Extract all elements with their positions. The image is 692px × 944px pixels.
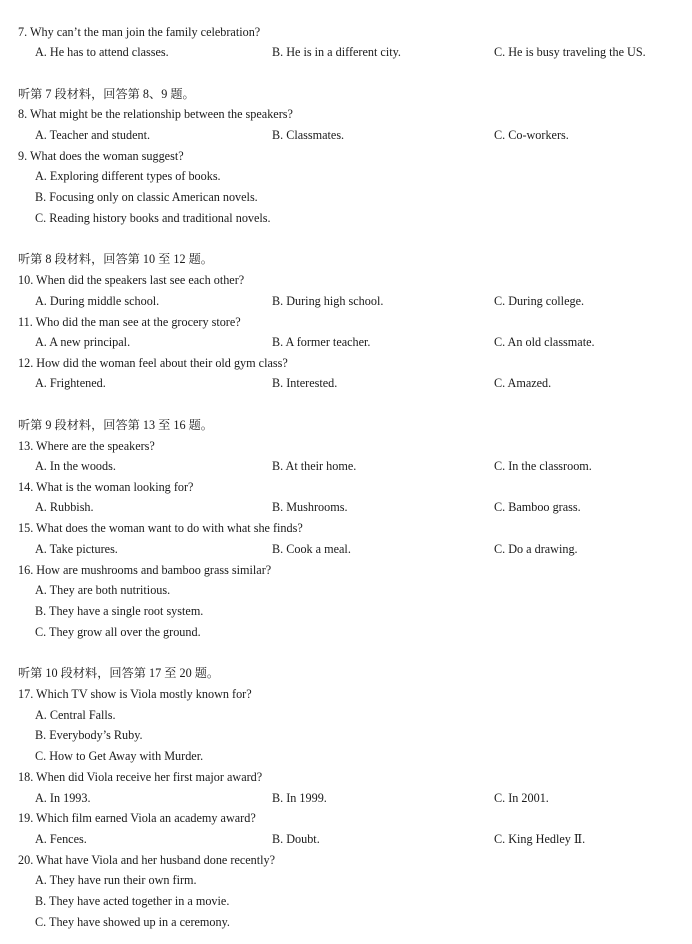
answer-option-a: A. During middle school. xyxy=(35,294,160,308)
answer-option-b: B. He is in a different city. xyxy=(272,45,401,59)
answer-option: A. They have run their own firm. xyxy=(35,873,197,887)
section-heading: 听第 8 段材料，回答第 10 至 12 题。 xyxy=(18,252,213,266)
answer-option-c: C. Bamboo grass. xyxy=(494,500,581,514)
question-text: 15. What does the woman want to do with what she finds? xyxy=(18,521,303,535)
answer-option: A. Central Falls. xyxy=(35,708,116,722)
question-text: 9. What does the woman suggest? xyxy=(18,149,184,163)
answer-option-b: B. At their home. xyxy=(272,459,357,473)
section-heading: 听第 9 段材料，回答第 13 至 16 题。 xyxy=(18,418,213,432)
question-text: 19. Which film earned Viola an academy award? xyxy=(18,811,256,825)
answer-option-c: C. An old classmate. xyxy=(494,335,595,349)
question-text: 7. Why can’t the man join the family celebration? xyxy=(18,25,261,39)
question-text: 10. When did the speakers last see each other? xyxy=(18,273,245,287)
answer-option-c: C. During college. xyxy=(494,294,585,308)
answer-option-a: A. Fences. xyxy=(35,832,87,846)
question-text: 17. Which TV show is Viola mostly known for? xyxy=(18,687,252,701)
answer-option: A. Exploring different types of books. xyxy=(35,169,221,183)
question-text: 20. What have Viola and her husband done recently? xyxy=(18,853,276,867)
answer-option-b: B. Mushrooms. xyxy=(272,500,348,514)
answer-option-a: A. In the woods. xyxy=(35,459,116,473)
question-text: 16. How are mushrooms and bamboo grass similar? xyxy=(18,563,272,577)
answer-option-c: C. Co-workers. xyxy=(494,128,569,142)
answer-option-c: C. King Hedley Ⅱ. xyxy=(494,832,586,846)
answer-option-b: B. Classmates. xyxy=(272,128,345,142)
answer-option-a: A. He has to attend classes. xyxy=(35,45,169,59)
question-text: 12. How did the woman feel about their old gym class? xyxy=(18,356,288,370)
answer-option-c: C. In the classroom. xyxy=(494,459,592,473)
answer-option-a: A. Frightened. xyxy=(35,376,106,390)
answer-option: C. They have showed up in a ceremony. xyxy=(35,915,230,929)
answer-option-b: B. Interested. xyxy=(272,376,338,390)
question-text: 13. Where are the speakers? xyxy=(18,439,155,453)
answer-option-c: C. Do a drawing. xyxy=(494,542,578,556)
answer-option-c: C. He is busy traveling the US. xyxy=(494,45,646,59)
answer-option: A. They are both nutritious. xyxy=(35,583,171,597)
answer-option-c: C. Amazed. xyxy=(494,376,552,390)
answer-option-b: B. Cook a meal. xyxy=(272,542,351,556)
answer-option-b: B. A former teacher. xyxy=(272,335,371,349)
section-heading: 听第 7 段材料，回答第 8、9 题。 xyxy=(18,87,195,101)
answer-option-a: A. Teacher and student. xyxy=(35,128,151,142)
answer-option: B. They have acted together in a movie. xyxy=(35,894,230,908)
answer-option-a: A. A new principal. xyxy=(35,335,131,349)
answer-option: B. Focusing only on classic American novels. xyxy=(35,190,258,204)
section-heading: 听第 10 段材料，回答第 17 至 20 题。 xyxy=(18,666,220,680)
answer-option: C. Reading history books and traditional novels. xyxy=(35,211,271,225)
answer-option-b: B. During high school. xyxy=(272,294,384,308)
answer-option: C. How to Get Away with Murder. xyxy=(35,749,204,763)
question-text: 8. What might be the relationship between the speakers? xyxy=(18,107,293,121)
answer-option-b: B. In 1999. xyxy=(272,791,327,805)
question-text: 18. When did Viola receive her first major award? xyxy=(18,770,263,784)
answer-option: B. Everybody’s Ruby. xyxy=(35,728,143,742)
question-text: 14. What is the woman looking for? xyxy=(18,480,194,494)
question-text: 11. Who did the man see at the grocery store? xyxy=(18,315,241,329)
answer-option-a: A. Rubbish. xyxy=(35,500,94,514)
answer-option-c: C. In 2001. xyxy=(494,791,549,805)
answer-option-a: A. In 1993. xyxy=(35,791,91,805)
answer-option-b: B. Doubt. xyxy=(272,832,320,846)
answer-option: C. They grow all over the ground. xyxy=(35,625,201,639)
answer-option: B. They have a single root system. xyxy=(35,604,204,618)
answer-option-a: A. Take pictures. xyxy=(35,542,118,556)
